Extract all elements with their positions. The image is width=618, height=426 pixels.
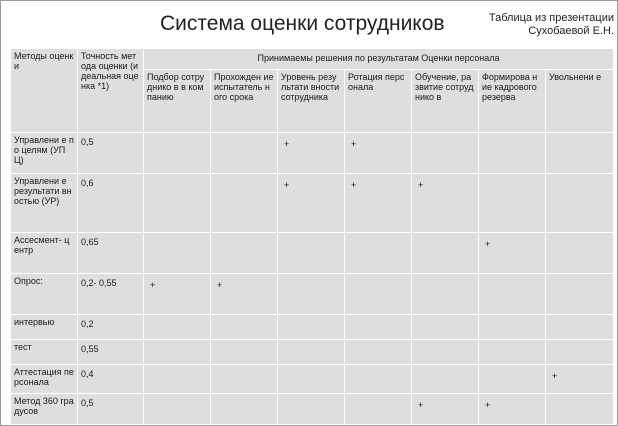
header-decision: Обучение, развитие сотруднико в bbox=[412, 70, 478, 132]
accuracy-cell: 0,65 bbox=[78, 233, 143, 273]
decision-mark-cell bbox=[278, 274, 344, 314]
table-row bbox=[11, 340, 613, 364]
table-row bbox=[11, 315, 613, 339]
table-row bbox=[11, 133, 613, 173]
decision-mark-cell bbox=[479, 340, 545, 364]
method-cell: Опрос: bbox=[11, 274, 77, 314]
decision-mark-cell bbox=[211, 315, 277, 339]
decision-mark-cell bbox=[345, 315, 411, 339]
decision-mark-cell: + bbox=[345, 133, 411, 173]
decision-mark-cell: + bbox=[479, 394, 545, 424]
table-row bbox=[11, 394, 613, 424]
accuracy-cell: 0,55 bbox=[78, 340, 143, 364]
method-cell: Аттестация персонала bbox=[11, 365, 77, 393]
header-decision: Формирова ние кадрового резерва bbox=[479, 70, 545, 132]
decision-mark-cell bbox=[278, 394, 344, 424]
decision-mark-cell bbox=[412, 233, 478, 273]
page-title: Система оценки сотрудников bbox=[160, 12, 445, 35]
decision-mark-cell bbox=[144, 233, 210, 273]
evaluation-table bbox=[10, 48, 614, 425]
header-decision: Подбор сотруднико в в компанию bbox=[144, 70, 210, 132]
header-decision: Ротация персонала bbox=[345, 70, 411, 132]
decision-mark-cell bbox=[278, 340, 344, 364]
table-row bbox=[11, 233, 613, 273]
decision-mark-cell bbox=[479, 315, 545, 339]
decision-mark-cell: + bbox=[278, 174, 344, 232]
accuracy-cell: 0,5 bbox=[78, 133, 143, 173]
table-row bbox=[11, 365, 613, 393]
decision-mark-cell: + bbox=[412, 394, 478, 424]
method-cell: интервью bbox=[11, 315, 77, 339]
decision-mark-cell bbox=[479, 365, 545, 393]
method-cell: Ассесмент- центр bbox=[11, 233, 77, 273]
decision-mark-cell bbox=[211, 340, 277, 364]
decision-mark-cell bbox=[211, 365, 277, 393]
decision-mark-cell bbox=[211, 133, 277, 173]
decision-mark-cell bbox=[546, 133, 613, 173]
decision-mark-cell bbox=[345, 274, 411, 314]
header-methods: Методы оценки bbox=[11, 49, 77, 132]
decision-mark-cell: + bbox=[345, 174, 411, 232]
decision-mark-cell bbox=[546, 233, 613, 273]
decision-mark-cell: + bbox=[278, 133, 344, 173]
decision-mark-cell bbox=[144, 365, 210, 393]
decision-mark-cell bbox=[144, 315, 210, 339]
source-note: Таблица из презентации Сухобаевой Е.Н. bbox=[488, 12, 614, 37]
decision-mark-cell bbox=[546, 174, 613, 232]
header-decision: Уровень результати вности сотрудника bbox=[278, 70, 344, 132]
decision-mark-cell bbox=[479, 274, 545, 314]
method-cell: Управлени е результати вностью (УР) bbox=[11, 174, 77, 232]
decision-mark-cell bbox=[278, 315, 344, 339]
accuracy-cell: 0,4 bbox=[78, 365, 143, 393]
accuracy-cell: 0,2 bbox=[78, 315, 143, 339]
decision-mark-cell: + bbox=[211, 274, 277, 314]
decision-mark-cell bbox=[546, 394, 613, 424]
decision-mark-cell bbox=[412, 365, 478, 393]
accuracy-cell: 0,6 bbox=[78, 174, 143, 232]
method-cell: Метод 360 градусов bbox=[11, 394, 77, 424]
method-cell: Управлени е по целям (УПЦ) bbox=[11, 133, 77, 173]
decision-mark-cell bbox=[479, 174, 545, 232]
decision-mark-cell bbox=[278, 365, 344, 393]
decision-mark-cell bbox=[479, 133, 545, 173]
decision-mark-cell: + bbox=[144, 274, 210, 314]
decision-mark-cell bbox=[144, 133, 210, 173]
decision-mark-cell: + bbox=[412, 174, 478, 232]
header-decision: Увольнени е bbox=[546, 70, 613, 132]
decision-mark-cell: + bbox=[479, 233, 545, 273]
decision-mark-cell bbox=[144, 394, 210, 424]
decision-mark-cell bbox=[412, 133, 478, 173]
header-decision: Прохожден ие испытатель ного срока bbox=[211, 70, 277, 132]
decision-mark-cell bbox=[144, 340, 210, 364]
decision-mark-cell bbox=[546, 340, 613, 364]
decision-mark-cell bbox=[345, 365, 411, 393]
accuracy-cell: 0,2- 0,55 bbox=[78, 274, 143, 314]
decision-mark-cell: + bbox=[546, 365, 613, 393]
accuracy-cell: 0,5 bbox=[78, 394, 143, 424]
decision-mark-cell bbox=[211, 394, 277, 424]
decision-mark-cell bbox=[278, 233, 344, 273]
decision-mark-cell bbox=[412, 315, 478, 339]
decision-mark-cell bbox=[211, 174, 277, 232]
decision-mark-cell bbox=[211, 233, 277, 273]
decision-mark-cell bbox=[345, 394, 411, 424]
decision-mark-cell bbox=[546, 274, 613, 314]
table-row bbox=[11, 174, 613, 232]
decision-mark-cell bbox=[144, 174, 210, 232]
decision-mark-cell bbox=[345, 340, 411, 364]
decision-mark-cell bbox=[412, 274, 478, 314]
decision-mark-cell bbox=[345, 233, 411, 273]
table-row bbox=[11, 274, 613, 314]
header-accuracy: Точность метода оценки (идеальная оценка *1) bbox=[78, 49, 143, 132]
header-decisions-group: Принимаемы решения по результатам Оценки персонала bbox=[144, 49, 613, 69]
method-cell: тест bbox=[11, 340, 77, 364]
decision-mark-cell bbox=[546, 315, 613, 339]
decision-mark-cell bbox=[412, 340, 478, 364]
